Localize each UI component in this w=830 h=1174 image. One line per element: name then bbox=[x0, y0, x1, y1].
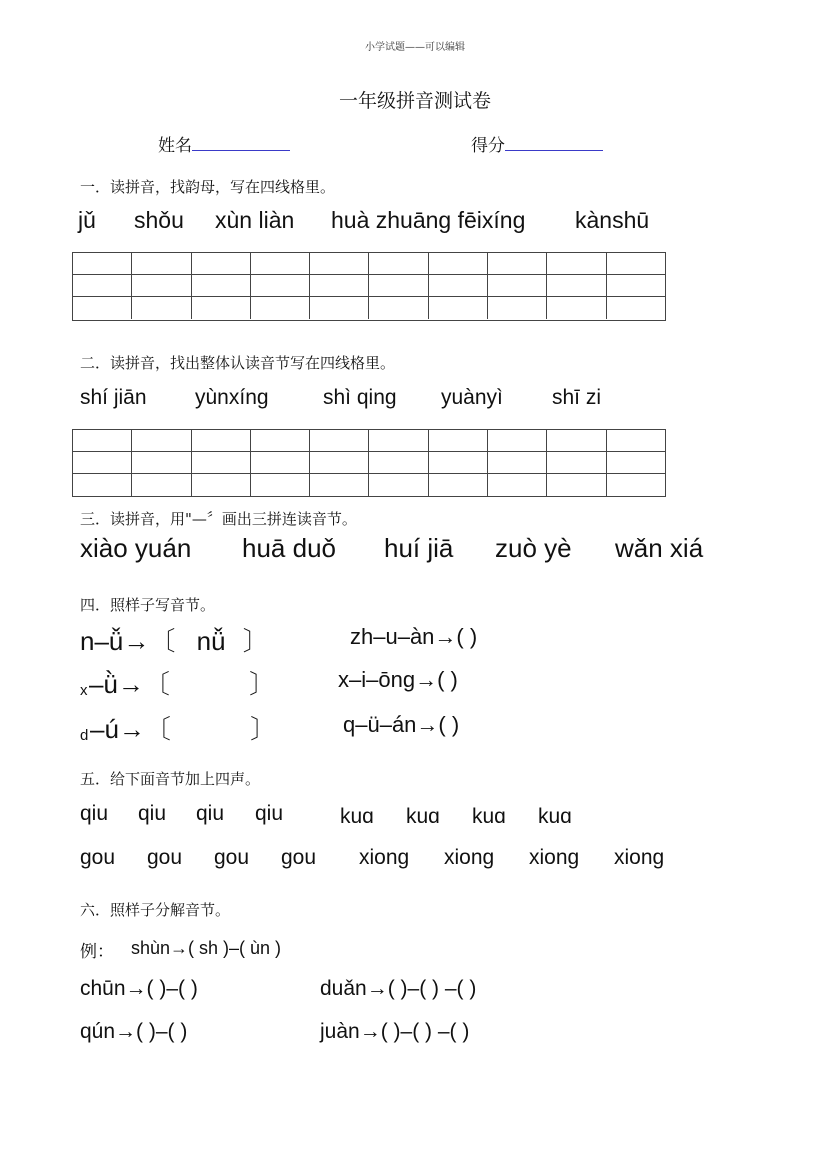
section3-heading: 三．读拼音，用"—〞画出三拼连读音节。 bbox=[80, 510, 357, 528]
section2-heading: 二．读拼音，找出整体认读音节写在四线格里。 bbox=[80, 354, 396, 372]
s4-line3-right[interactable]: q–ü–án→( ) bbox=[343, 712, 460, 737]
s4-line2-left[interactable] bbox=[89, 664, 275, 701]
s5-syllable[interactable]: xiong bbox=[444, 846, 495, 869]
s4-l2-c: 〕 bbox=[249, 669, 276, 699]
s1-word: kànshū bbox=[575, 207, 650, 233]
s5-syllable[interactable]: kuɑ bbox=[472, 805, 506, 828]
s5-syllable[interactable]: kuɑ bbox=[538, 805, 572, 828]
page-title: 一年级拼音测试卷 bbox=[338, 90, 491, 112]
s3-word: huā duǒ bbox=[242, 533, 336, 563]
score-field bbox=[471, 131, 603, 156]
s3-word: zuò yè bbox=[495, 533, 572, 563]
name-blank[interactable] bbox=[192, 136, 290, 151]
name-field bbox=[158, 131, 290, 156]
s4-l1-a: n–ǚ→〔 bbox=[80, 626, 176, 656]
s6-line2a[interactable]: qún→( )–( ) bbox=[80, 1020, 188, 1043]
s5-syllable[interactable]: xiong bbox=[529, 846, 580, 869]
s1-word: jǔ bbox=[78, 207, 96, 233]
s4-l3-prefix: d bbox=[80, 727, 89, 744]
s2-word: shí jiān bbox=[80, 386, 147, 409]
s4-l3-a: –ú→〔 bbox=[90, 714, 171, 744]
s2-word: yuànyì bbox=[441, 386, 503, 409]
s3-word: xiào yuán bbox=[80, 533, 192, 563]
name-label: 姓名 bbox=[158, 136, 192, 156]
s6-example: shùn→( sh )–( ùn ) bbox=[131, 938, 282, 958]
s5-syllable[interactable]: qiu bbox=[80, 802, 109, 825]
section4-heading: 四．照样子写音节。 bbox=[80, 596, 216, 614]
s4-line3-left[interactable] bbox=[90, 709, 276, 746]
s1-word: huà zhuāng fēixíng bbox=[331, 207, 526, 233]
page-header: 小学试题——可以编辑 bbox=[365, 42, 465, 53]
s4-l1-answer: nǚ bbox=[196, 626, 226, 656]
s6-line1b[interactable]: duǎn→( )–( ) –( ) bbox=[320, 977, 477, 1000]
s5-syllable[interactable]: kuɑ bbox=[406, 805, 440, 828]
s4-l2-a: –ǜ→〔 bbox=[89, 669, 170, 699]
section5-heading: 五．给下面音节加上四声。 bbox=[80, 770, 261, 788]
s2-word: yùnxíng bbox=[195, 386, 269, 409]
s4-line1-left bbox=[80, 621, 269, 658]
s5-syllable[interactable]: gou bbox=[214, 846, 250, 869]
s4-l3-c: 〕 bbox=[250, 714, 277, 744]
four-line-grid-2[interactable] bbox=[72, 429, 666, 497]
s6-line1a[interactable]: chūn→( )–( ) bbox=[80, 977, 198, 1000]
s3-word: huí jiā bbox=[384, 533, 454, 563]
section6-heading: 六．照样子分解音节。 bbox=[80, 901, 231, 919]
s5-syllable[interactable]: qiu bbox=[255, 802, 284, 825]
s6-line2b[interactable]: juàn→( )–( ) –( ) bbox=[320, 1020, 470, 1043]
s5-syllable[interactable]: xiong bbox=[614, 846, 665, 869]
four-line-grid-1[interactable] bbox=[72, 252, 666, 321]
s4-line2-right[interactable]: x–i–ōng→( ) bbox=[338, 667, 458, 692]
s5-syllable[interactable]: qiu bbox=[196, 802, 225, 825]
s1-word: shǒu bbox=[134, 207, 184, 233]
s4-l1-c: 〕 bbox=[242, 626, 269, 656]
score-label: 得分 bbox=[471, 136, 505, 156]
s6-example-label: 例： bbox=[80, 942, 114, 962]
s5-syllable[interactable]: gou bbox=[281, 846, 317, 869]
s5-syllable[interactable]: gou bbox=[80, 846, 116, 869]
s3-word: wǎn xiá bbox=[615, 533, 704, 563]
s5-syllable[interactable]: kuɑ bbox=[340, 805, 374, 828]
s2-word: shì qing bbox=[323, 386, 397, 409]
s5-syllable[interactable]: gou bbox=[147, 846, 183, 869]
score-blank[interactable] bbox=[505, 136, 603, 151]
s5-syllable[interactable]: qiu bbox=[138, 802, 167, 825]
s4-line1-right[interactable]: zh–u–àn→( ) bbox=[350, 624, 478, 649]
s4-l2-prefix: x bbox=[80, 682, 88, 699]
s5-syllable[interactable]: xiong bbox=[359, 846, 410, 869]
section1-heading: 一．读拼音，找韵母，写在四线格里。 bbox=[80, 178, 336, 196]
s1-word: xùn liàn bbox=[215, 207, 295, 233]
s2-word: shī zi bbox=[552, 386, 602, 409]
